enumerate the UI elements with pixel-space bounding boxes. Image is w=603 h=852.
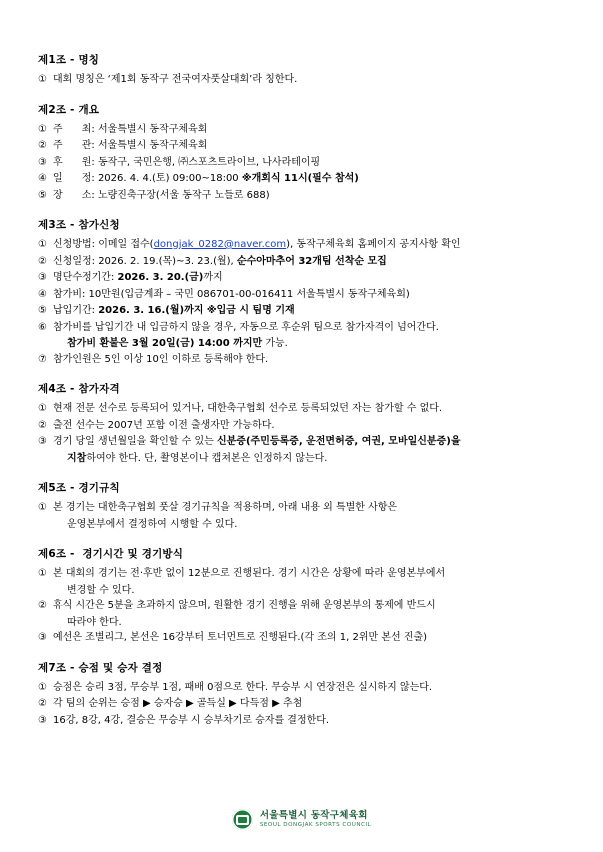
- text-run: 16강, 8강, 4강, 결승은 무승부 시 승부차기로 승자를 결정한다.: [53, 714, 330, 726]
- text-run: 2026. 3. 20.(금): [117, 272, 204, 283]
- text-run: 참가비를 납입기간 내 입금하지 않을 경우, 자동으로 후순위 팀으로 참가자격이 넘어간다.: [53, 321, 439, 333]
- text-run: 각 팀의 순위는 승점 ▶ 승자승 ▶ 골득실 ▶ 다득점 ▶ 추첨: [53, 698, 303, 709]
- article-clause: [38, 122, 569, 138]
- clause-marker: ⑥: [38, 321, 47, 333]
- article-clause: [38, 680, 569, 696]
- clause-text: [53, 138, 569, 154]
- article-section: [38, 480, 569, 532]
- article-section: [38, 52, 569, 88]
- clause-text: [53, 713, 569, 729]
- article-clause: [38, 320, 569, 336]
- article-heading: 제3조 - 참가신청: [38, 219, 120, 231]
- clause-marker: ②: [38, 600, 47, 611]
- clause-text: [53, 500, 569, 516]
- email-link[interactable]: dongjak_0282@naver.com: [153, 239, 287, 250]
- text-run: 순수아마추어 32개팀 선착순 모집: [236, 255, 387, 267]
- clause-marker: ③: [38, 714, 47, 726]
- clause-text: [53, 287, 569, 303]
- clause-text: [53, 566, 569, 582]
- clause-text: [53, 270, 569, 286]
- text-run: 주 관: 서울특별시 동작구체육회: [53, 140, 208, 151]
- clause-text: [53, 401, 569, 417]
- article-heading: 제2조 - 개요: [38, 103, 100, 116]
- article-clause: [38, 500, 569, 516]
- article-clause: [38, 713, 569, 729]
- clause-marker: ①: [38, 502, 47, 513]
- clause-marker: ①: [38, 403, 47, 414]
- article-clause: [38, 566, 569, 582]
- clause-marker: ③: [38, 632, 47, 643]
- article-clause: [38, 434, 569, 450]
- clause-marker: ①: [38, 74, 47, 85]
- text-run: 신분증(주민등록증, 운전면허증, 여권, 모바일신분증)을: [216, 436, 461, 447]
- clause-marker: ①: [38, 239, 47, 250]
- clause-continuation: [38, 451, 569, 467]
- text-run: 가능.: [262, 338, 288, 349]
- text-run: 주 최: 서울특별시 동작구체육회: [53, 123, 208, 135]
- article-clause: [38, 171, 569, 187]
- document-body: [38, 52, 569, 728]
- article-clause: [38, 72, 569, 88]
- text-run: 장 소: 노량진축구장(서울 동작구 노들로 688): [53, 189, 270, 201]
- article-clause: [38, 155, 569, 171]
- article-heading: 제5조 - 경기규칙: [38, 482, 120, 494]
- article-clause: [38, 254, 569, 270]
- article-clause: [38, 696, 569, 712]
- clause-text: [53, 680, 569, 696]
- clause-marker: ④: [38, 173, 47, 184]
- clause-marker: ⑤: [38, 305, 47, 316]
- clause-marker: ②: [38, 140, 47, 151]
- text-run: ), 동작구체육회 홈페이지 공지사항 확인: [286, 239, 461, 250]
- clause-marker: ①: [38, 123, 47, 135]
- clause-text: [53, 254, 569, 270]
- article-section: [38, 102, 569, 204]
- footer-org-name-english: SEOUL DONGJAK SPORTS COUNCIL: [259, 821, 372, 828]
- clause-marker: ④: [38, 288, 47, 300]
- clause-continuation: [38, 615, 569, 631]
- text-run: 신청방법: 이메일 접수(: [53, 239, 154, 250]
- text-run: 신청일정: 2026. 2. 19.(목)~3. 23.(월),: [53, 255, 237, 267]
- text-run: 본 경기는 대한축구협회 풋살 경기규칙을 적용하며, 아래 내용 외 특별한 사항은: [53, 502, 398, 513]
- text-run: ※개회식 11시(필수 참석): [241, 173, 359, 184]
- clause-text: [53, 434, 569, 450]
- text-run: 따라야 한다.: [67, 616, 122, 628]
- article-section: [38, 546, 569, 646]
- shield-logo-icon: [232, 809, 253, 830]
- clause-marker: ②: [38, 698, 47, 709]
- clause-marker: ③: [38, 156, 47, 168]
- text-run: 운영본부에서 결정하여 시행할 수 있다.: [67, 518, 238, 530]
- article-clause: [38, 287, 569, 303]
- clause-text: [53, 352, 569, 368]
- text-run: 휴식 시간은 5분을 초과하지 않으며, 원활한 경기 진행을 위해 운영본부의 통제에 반드시: [53, 600, 436, 611]
- clause-marker: ①: [38, 681, 47, 693]
- article-clause: [38, 138, 569, 154]
- clause-marker: ①: [38, 568, 47, 579]
- text-run: 승점은 승리 3점, 무승부 1점, 패배 0점으로 한다. 무승부 시 연장전은 실시하지 않는다.: [53, 681, 433, 693]
- footer-org-name-korean: 서울특별시 동작구체육회: [259, 809, 368, 821]
- text-run: 현재 전문 선수로 등록되어 있거나, 대한축구협회 선수로 등록되었던 자는 참가할 수 없다.: [53, 403, 443, 414]
- clause-text: [53, 122, 569, 138]
- text-run: 참가비 환불은 3월 20일(금) 14:00 까지만: [67, 338, 263, 349]
- text-run: 참가비: 10만원(입금계좌 – 국민 086701-00-016411 서울특별시 동작구체육회): [53, 288, 410, 300]
- article-clause: [38, 270, 569, 286]
- text-run: 후 원: 동작구, 국민은행, ㈜스포츠트라이브, 나사라테이핑: [53, 156, 321, 168]
- text-run: 명단수정기간:: [53, 272, 118, 283]
- clause-text: [53, 303, 569, 319]
- article-clause: [38, 352, 569, 368]
- text-run: 일 정: 2026. 4. 4.(토) 09:00~18:00: [53, 173, 242, 184]
- text-run: 변경할 수 있다.: [67, 584, 135, 596]
- article-clause: [38, 237, 569, 253]
- article-clause: [38, 401, 569, 417]
- article-heading: 제1조 - 명칭: [38, 54, 100, 66]
- clause-text: [53, 598, 569, 614]
- clause-continuation: [38, 517, 569, 533]
- article-clause: [38, 188, 569, 204]
- text-run: 2026. 3. 16.(월)까지 ※입금 시 팀명 기재: [98, 305, 295, 316]
- document-footer: [0, 809, 603, 830]
- text-run: 까지: [203, 272, 223, 283]
- clause-marker: ②: [38, 255, 47, 267]
- clause-text: [53, 237, 569, 253]
- clause-text: [53, 696, 569, 712]
- text-run: 대회 명칭은 ‘제1회 동작구 전국여자풋살대회’라 칭한다.: [53, 74, 298, 85]
- text-run: 예선은 조별리그, 본선은 16강부터 토너먼트로 진행된다.(각 조의 1, 2위만 본선 진출): [53, 632, 428, 643]
- article-clause: [38, 630, 569, 646]
- clause-continuation: [38, 336, 569, 352]
- clause-marker: ③: [38, 272, 47, 283]
- article-clause: [38, 303, 569, 319]
- text-run: 경기 당일 생년월일을 확인할 수 있는: [53, 436, 217, 447]
- article-section: [38, 381, 569, 466]
- clause-text: [53, 171, 569, 187]
- clause-marker: ⑦: [38, 353, 47, 365]
- clause-continuation: [38, 583, 569, 599]
- clause-text: [53, 72, 569, 88]
- clause-marker: ③: [38, 436, 47, 447]
- text-run: 지참: [67, 452, 87, 464]
- clause-text: [53, 630, 569, 646]
- article-clause: [38, 598, 569, 614]
- text-run: 참가인원은 5인 이상 10인 이하로 등록해야 한다.: [53, 353, 269, 365]
- clause-text: [53, 320, 569, 336]
- clause-text: [53, 188, 569, 204]
- clause-text: [53, 155, 569, 171]
- footer-org-name: [260, 811, 371, 828]
- clause-marker: ②: [38, 419, 47, 431]
- article-clause: [38, 418, 569, 434]
- clause-marker: ⑤: [38, 189, 47, 201]
- text-run: 납입기간:: [53, 305, 99, 316]
- text-run: 하여야 한다. 단, 촬영본이나 캡쳐본은 인정하지 않는다.: [86, 452, 328, 464]
- text-run: 출전 선수는 2007년 포함 이전 출생자만 가능하다.: [53, 419, 275, 431]
- article-section: [38, 217, 569, 367]
- text-run: 본 대회의 경기는 전·후반 없이 12분으로 진행된다. 경기 시간은 상황에 따라 운영본부에서: [53, 568, 446, 579]
- clause-text: [53, 418, 569, 434]
- article-section: [38, 660, 569, 729]
- article-heading: 제6조 - 경기시간 및 경기방식: [38, 548, 184, 560]
- article-heading: 제4조 - 참가자격: [38, 383, 120, 395]
- article-heading: 제7조 - 승점 및 승자 결정: [38, 661, 163, 674]
